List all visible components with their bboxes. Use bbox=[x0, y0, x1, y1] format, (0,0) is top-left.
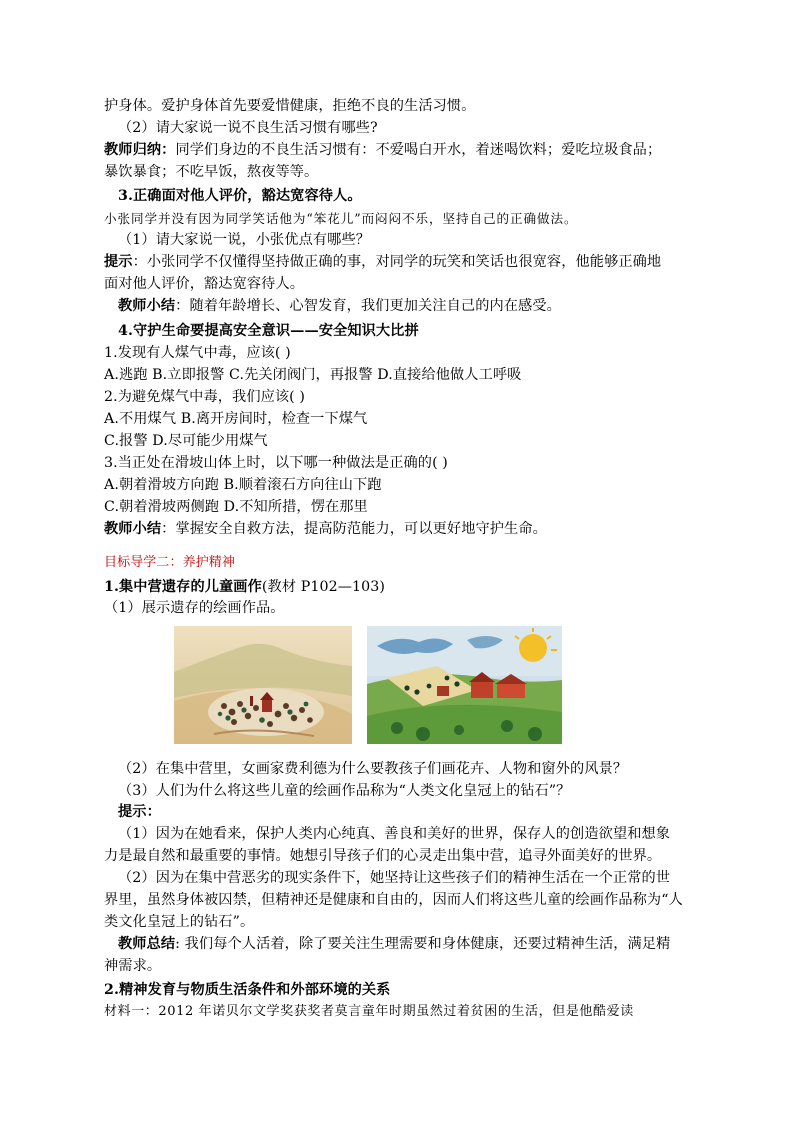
quiz-question: 1.发现有人煤气中毒，应该( ) bbox=[104, 345, 291, 361]
paragraph-line: 界里，虽然身体被囚禁，但精神还是健康和自由的，因而人们将这些儿童的绘画作品称为“人 bbox=[104, 892, 683, 908]
paragraph-line: 护身体。爱护身体首先要爱惜健康，拒绝不良的生活习惯。 bbox=[104, 98, 476, 114]
quiz-options: A.逃跑 B.立即报警 C.先关闭阀门，再报警 D.直接给他做人工呼吸 bbox=[104, 367, 522, 383]
hint-label: 提示 bbox=[104, 254, 133, 270]
material-line: 材料一：2012 年诺贝尔文学奖获奖者莫言童年时期虽然过着贫困的生活，但是他酷爱读 bbox=[104, 1004, 634, 1019]
quiz-question: 3.当正处在滑坡山体上时，以下哪一种做法是正确的( ) bbox=[104, 455, 448, 471]
hint-label: 提示： bbox=[118, 804, 161, 820]
question-line: （3）人们为什么将这些儿童的绘画作品称为“人类文化皇冠上的钻石”？ bbox=[118, 783, 571, 799]
paragraph-text: ：掌握安全自救方法，提高防范能力，可以更好地守护生命。 bbox=[161, 521, 547, 537]
quiz-options: C.报警 D.尽可能少用煤气 bbox=[104, 433, 268, 449]
quiz-question: 2.为避免煤气中毒，我们应该( ) bbox=[104, 389, 306, 405]
teacher-summary-label: 教师小结 bbox=[118, 298, 176, 314]
quiz-options: C.朝着滑坡两侧跑 D.不知所措，愣在那里 bbox=[104, 499, 368, 515]
heading-text: 1.集中营遗存的儿童画作 bbox=[104, 579, 262, 595]
goal-heading: 目标导学二：养护精神 bbox=[104, 555, 236, 570]
paragraph-line: 力是最自然和最重要的事情。她想引导孩子们的心灵走出集中营，追寻外面美好的世界。 bbox=[104, 848, 662, 864]
paragraph-text: : 我们每个人活着，除了要关注生理需要和身体健康，还要过精神生活，满足精 bbox=[175, 936, 671, 952]
paragraph-text: ：随着年龄增长、心智发育，我们更加关注自己的内在感受。 bbox=[175, 298, 561, 314]
paragraph-text: ：小张同学不仅懂得坚持做正确的事，对同学的玩笑和笑话也很宽容，他能够正确地 bbox=[132, 254, 662, 270]
paragraph-line bbox=[118, 933, 768, 955]
textbook-reference: (教材 P102—103) bbox=[261, 579, 386, 595]
paragraph-line: （1）因为在她看来，保护人类内心纯真、善良和美好的世界，保存人的创造欲望和想象 bbox=[118, 826, 671, 842]
paragraph-line: 面对他人评价，豁达宽容待人。 bbox=[104, 276, 305, 292]
quiz-options: A.朝着滑坡方向跑 B.顺着滚石方向往山下跑 bbox=[104, 477, 382, 493]
section-heading: 3.正确面对他人评价，豁达宽容待人。 bbox=[118, 188, 362, 204]
section-heading: 2.精神发育与物质生活条件和外部环境的关系 bbox=[104, 982, 391, 998]
paragraph-line bbox=[118, 295, 768, 317]
section-heading bbox=[104, 576, 754, 598]
child-painting-village bbox=[174, 626, 352, 744]
paragraph-line bbox=[104, 139, 754, 161]
paragraph-line: （2）因为在集中营恶劣的现实条件下，她坚持让这些孩子们的精神生活在一个正常的世 bbox=[118, 870, 671, 886]
paragraph-line: 神需求。 bbox=[104, 958, 162, 974]
paragraph-line bbox=[104, 518, 754, 540]
paragraph-line: 暴饮暴食；不吃早饭，熬夜等等。 bbox=[104, 164, 319, 180]
teacher-summary-label: 教师总结 bbox=[118, 936, 176, 952]
paragraph-line bbox=[104, 251, 754, 273]
child-painting-farm bbox=[367, 626, 562, 744]
section-heading: 4.守护生命要提高安全意识——安全知识大比拼 bbox=[118, 323, 419, 339]
paragraph-text: 同学们身边的不良生活习惯有：不爱喝白开水，着迷喝饮料；爱吃垃圾食品； bbox=[175, 142, 662, 158]
question-line: （2）在集中营里，女画家费利德为什么要教孩子们画花卉、人物和窗外的风景？ bbox=[118, 761, 628, 777]
question-line: （2）请大家说一说不良生活习惯有哪些? bbox=[118, 120, 378, 136]
paragraph-line: 类文化皇冠上的钻石”。 bbox=[104, 914, 255, 930]
paragraph-line: （1）展示遗存的绘画作品。 bbox=[104, 600, 285, 616]
teacher-summary-label: 教师归纳： bbox=[104, 142, 176, 158]
question-line: （1）请大家说一说，小张优点有哪些？ bbox=[118, 232, 371, 248]
material-line: 小张同学并没有因为同学笑话他为“笨花儿”而闷闷不乐，坚持自己的正确做法。 bbox=[104, 211, 578, 226]
quiz-options: A.不用煤气 B.离开房间时，检查一下煤气 bbox=[104, 411, 368, 427]
teacher-summary-label: 教师小结 bbox=[104, 521, 162, 537]
